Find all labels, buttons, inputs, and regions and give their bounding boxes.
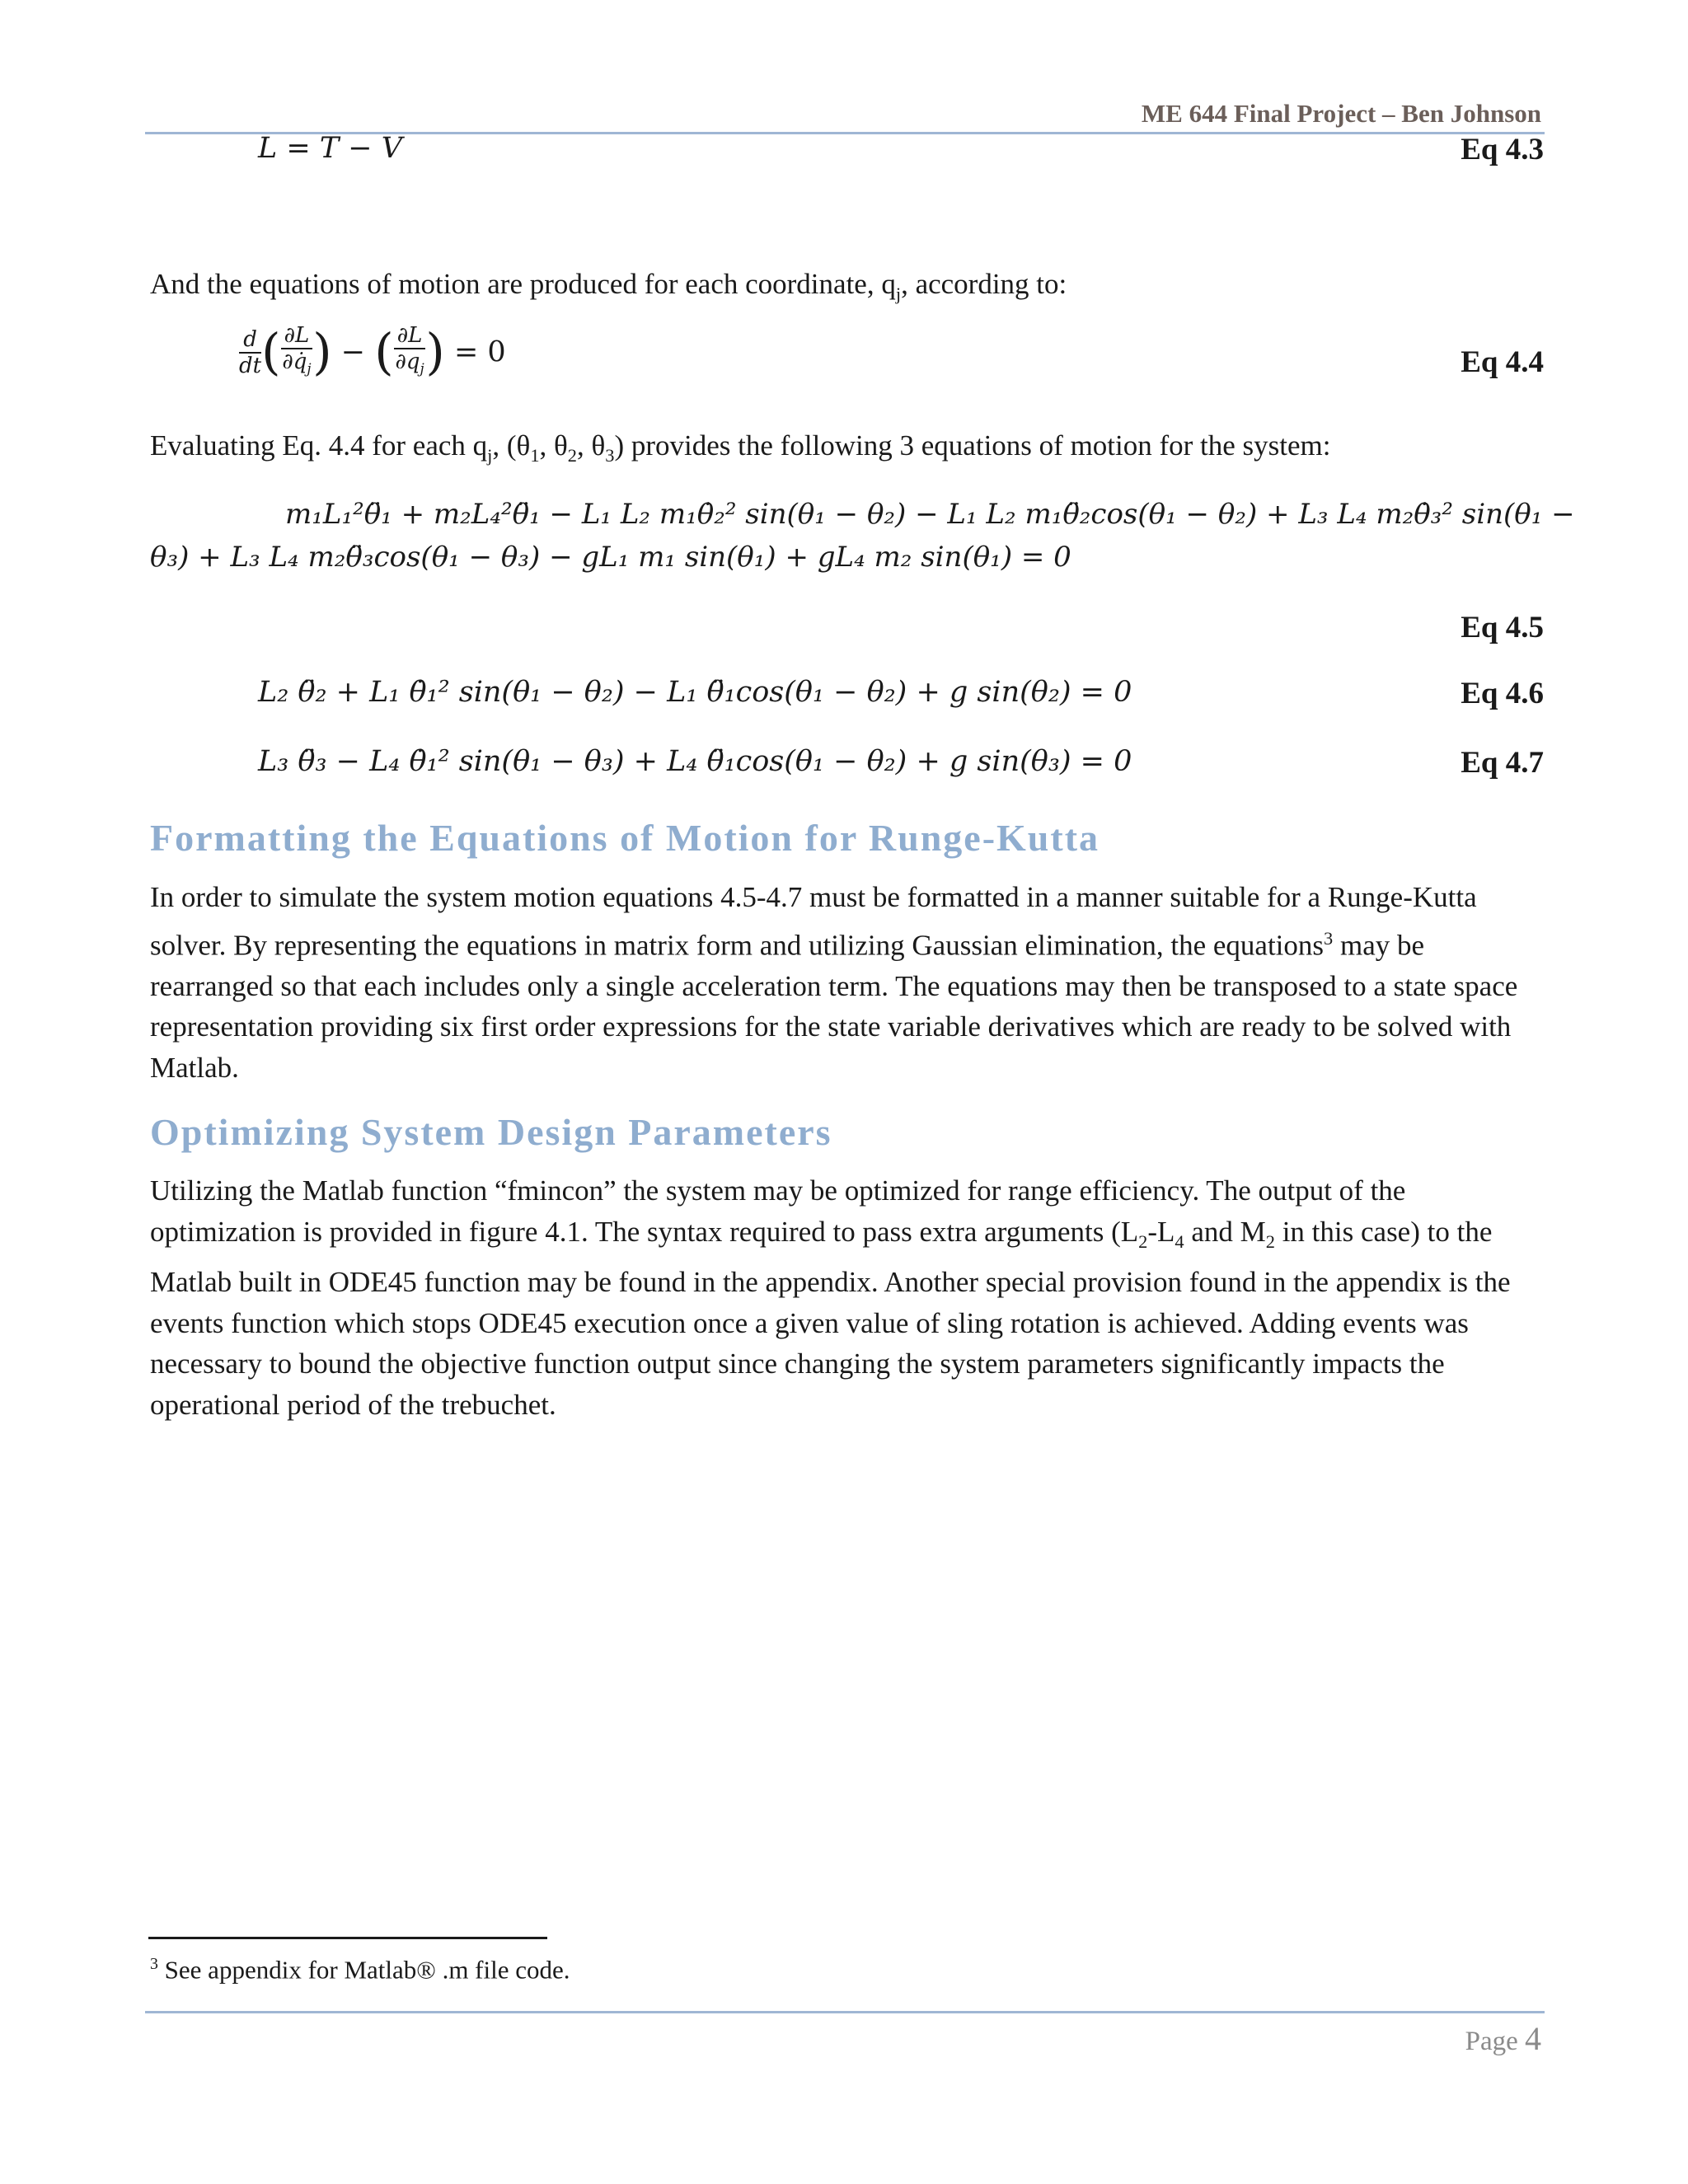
- footnote-mark: 3: [150, 1955, 158, 1973]
- section-heading-optimizing: Optimizing System Design Parameters: [150, 1111, 832, 1153]
- equation-4-5-label: Eq 4.5: [1461, 611, 1544, 644]
- equation-4-6-label: Eq 4.6: [1461, 677, 1544, 710]
- intro-paragraph: And the equations of motion are produced for each coordinate, $q_j$, according to:: [150, 268, 1067, 304]
- equation-4-7-expr: L₃ θ̈₃ − L₄ θ̇₁² sin(θ₁ − θ₃) + L₄ θ̈₁cos(θ₁ − θ₂) + g sin(θ₃) = 0: [258, 745, 1132, 778]
- page-label: Page: [1465, 2027, 1518, 2056]
- footnote: [150, 1955, 570, 1985]
- dL-dq-fraction: $\frac{\partial L}{\partial q_j}$: [395, 323, 424, 377]
- equation-4-4-expr: $\frac{d}{dt}$ ( $\frac{\partial L}{\partial q̇_j}$ ) − ( $\frac{\partial L}{\partial q_j}$ ) = 0: [239, 323, 506, 382]
- d-dt-fraction: $\frac{d}{dt}$: [239, 326, 262, 378]
- equation-4-4: [145, 323, 1544, 405]
- equation-4-5-line-1: m₁L₁²θ̈₁ + m₂L₄²θ̈₁ − L₁ L₂ m₁θ̇₂² sin(θ₁ − θ₂) − L₁ L₂ m₁θ̈₂cos(θ₁ − θ₂) + L₃ L₄ m₂θ̇₃² sin(θ₁ −: [285, 498, 1575, 531]
- dL-dqdot-fraction: $\frac{\partial L}{\partial q̇_j}$: [282, 323, 312, 377]
- section-heading-runge-kutta: Formatting the Equations of Motion for Runge-Kutta: [150, 817, 1100, 859]
- equation-4-3-label: Eq 4.3: [1461, 133, 1544, 166]
- equation-4-7-label: Eq 4.7: [1461, 746, 1544, 780]
- page-number: [1465, 2019, 1541, 2058]
- equation-4-5-line-2: θ₃) + L₃ L₄ m₂θ̈₃cos(θ₁ − θ₃) − gL₁ m₁ sin(θ₁) + gL₄ m₂ sin(θ₁) = 0: [150, 541, 1071, 574]
- footnote-text: See appendix for Matlab® .m file code.: [157, 1955, 570, 1985]
- evaluating-paragraph: Evaluating Eq. 4.4 for each $q_j$, ($\theta_1$, $\theta_2$, $\theta_3$) provides the following 3 equations of motion for the system:: [150, 429, 1331, 466]
- equation-4-3-expr: L = T − V: [258, 132, 403, 165]
- page-number-value: 4: [1525, 2020, 1541, 2057]
- equation-4-4-label: Eq 4.4: [1461, 345, 1544, 379]
- footnote-rule: [148, 1937, 547, 1939]
- footer-rule: [145, 2011, 1545, 2013]
- section-body-runge-kutta: In order to simulate the system motion equations 4.5-4.7 must be formatted in a manner suitable for a Runge-Kutta solver. By representing the equations in matrix form and utilizing Gaussian elimination, the equations$^3$ may be rearranged so that each includes only a single acceleration term. The equations may then be transposed to a state space representation providing six first order expressions for the state variable derivatives which are ready to be solved with Matlab.: [150, 881, 1518, 1084]
- section-body-optimizing: Utilizing the Matlab function “fmincon” the system may be optimized for range efficiency. The output of the optimization is provided in figure 4.1. The syntax required to pass extra arguments ($L_2-L_4$ and $M_2$ in this case) to the Matlab built in ODE45 function may be found in the appendix. Another special provision found in the appendix is the events function which stops ODE45 execution once a given value of sling rotation is achieved. Adding events was necessary to bound the objective function output since changing the system parameters significantly impacts the operational period of the trebuchet.: [150, 1174, 1511, 1421]
- equation-4-6-expr: L₂ θ̈₂ + L₁ θ̇₁² sin(θ₁ − θ₂) − L₁ θ̈₁cos(θ₁ − θ₂) + g sin(θ₂) = 0: [258, 676, 1132, 709]
- running-header: ME 644 Final Project – Ben Johnson: [1141, 99, 1541, 128]
